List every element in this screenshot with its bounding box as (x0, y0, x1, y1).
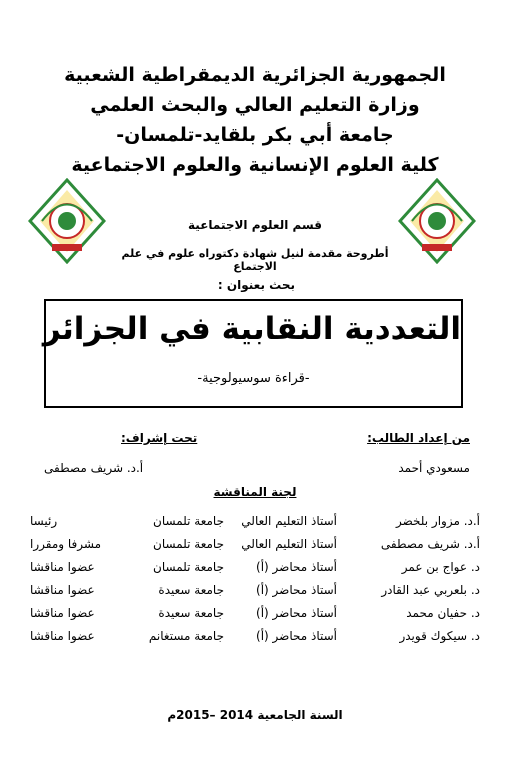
member-rank: أستاذ التعليم العالي (241, 514, 337, 528)
committee-label: لجنة المناقشة (213, 485, 297, 499)
university-name: جامعة أبي بكر بلقايد-تلمسان- (116, 124, 394, 146)
member-name: د. بلعربي عبد القادر (381, 583, 480, 597)
committee-row (30, 583, 480, 605)
member-rank: أستاذ محاضر (أ) (256, 560, 337, 574)
committee-row (30, 629, 480, 651)
university-emblem-icon (28, 178, 106, 264)
member-rank: أستاذ محاضر (أ) (256, 629, 337, 643)
member-role: عضوا مناقشا (30, 583, 95, 597)
member-role: عضوا مناقشا (30, 560, 95, 574)
member-rank: أستاذ التعليم العالي (241, 537, 337, 551)
member-name: د. عواج بن عمر (401, 560, 480, 574)
member-name: د. حفيان محمد (406, 606, 480, 620)
member-role: عضوا مناقشا (30, 606, 95, 620)
thesis-title: التعددية النقابية في الجزائر (42, 311, 461, 347)
student-name: مسعودي أحمد (398, 461, 470, 475)
faculty-name: كلية العلوم الإنسانية والعلوم الاجتماعية (71, 154, 439, 176)
university-emblem-icon (398, 178, 476, 264)
member-rank: أستاذ محاضر (أ) (256, 606, 337, 620)
research-label: بحث بعنوان : (217, 278, 295, 292)
member-role: مشرفا ومقررا (30, 537, 102, 551)
country-name: الجمهورية الجزائرية الديمقراطية الشعبية (64, 64, 446, 86)
member-role: رئيسا (30, 514, 58, 528)
member-name: أ.د. شريف مصطفى (380, 537, 480, 551)
committee-row (30, 560, 480, 582)
committee-row (30, 537, 480, 559)
committee-row (30, 606, 480, 628)
prepared-by-label: من إعداد الطالب: (367, 431, 470, 445)
member-university: جامعة تلمسان (153, 514, 224, 528)
supervision-label: تحت إشراف: (121, 431, 198, 445)
title-box (44, 299, 463, 408)
thesis-purpose: أطروحة مقدمة لنيل شهادة دكتوراه علوم في علم الاجتماع (121, 247, 389, 273)
department-name: قسم العلوم الاجتماعية (188, 218, 322, 232)
institution-header (20, 60, 490, 180)
thesis-subtitle: -قراءة سوسيولوجية- (197, 371, 310, 386)
member-name: أ.د. مزوار بلخضر (396, 514, 480, 528)
member-rank: أستاذ محاضر (أ) (256, 583, 337, 597)
member-university: جامعة تلمسان (153, 537, 224, 551)
ministry-name: وزارة التعليم العالي والبحث العلمي (90, 94, 420, 116)
member-university: جامعة سعيدة (158, 583, 224, 597)
supervisor-name: أ.د. شريف مصطفى (44, 461, 144, 475)
member-name: د. سيكوك قويدر (399, 629, 480, 643)
committee-row (30, 514, 480, 536)
member-university: جامعة مستغانم (148, 629, 224, 643)
academic-year: السنة الجامعية 2014 –2015م (167, 708, 343, 722)
member-role: عضوا مناقشا (30, 629, 95, 643)
member-university: جامعة سعيدة (158, 606, 224, 620)
member-university: جامعة تلمسان (153, 560, 224, 574)
